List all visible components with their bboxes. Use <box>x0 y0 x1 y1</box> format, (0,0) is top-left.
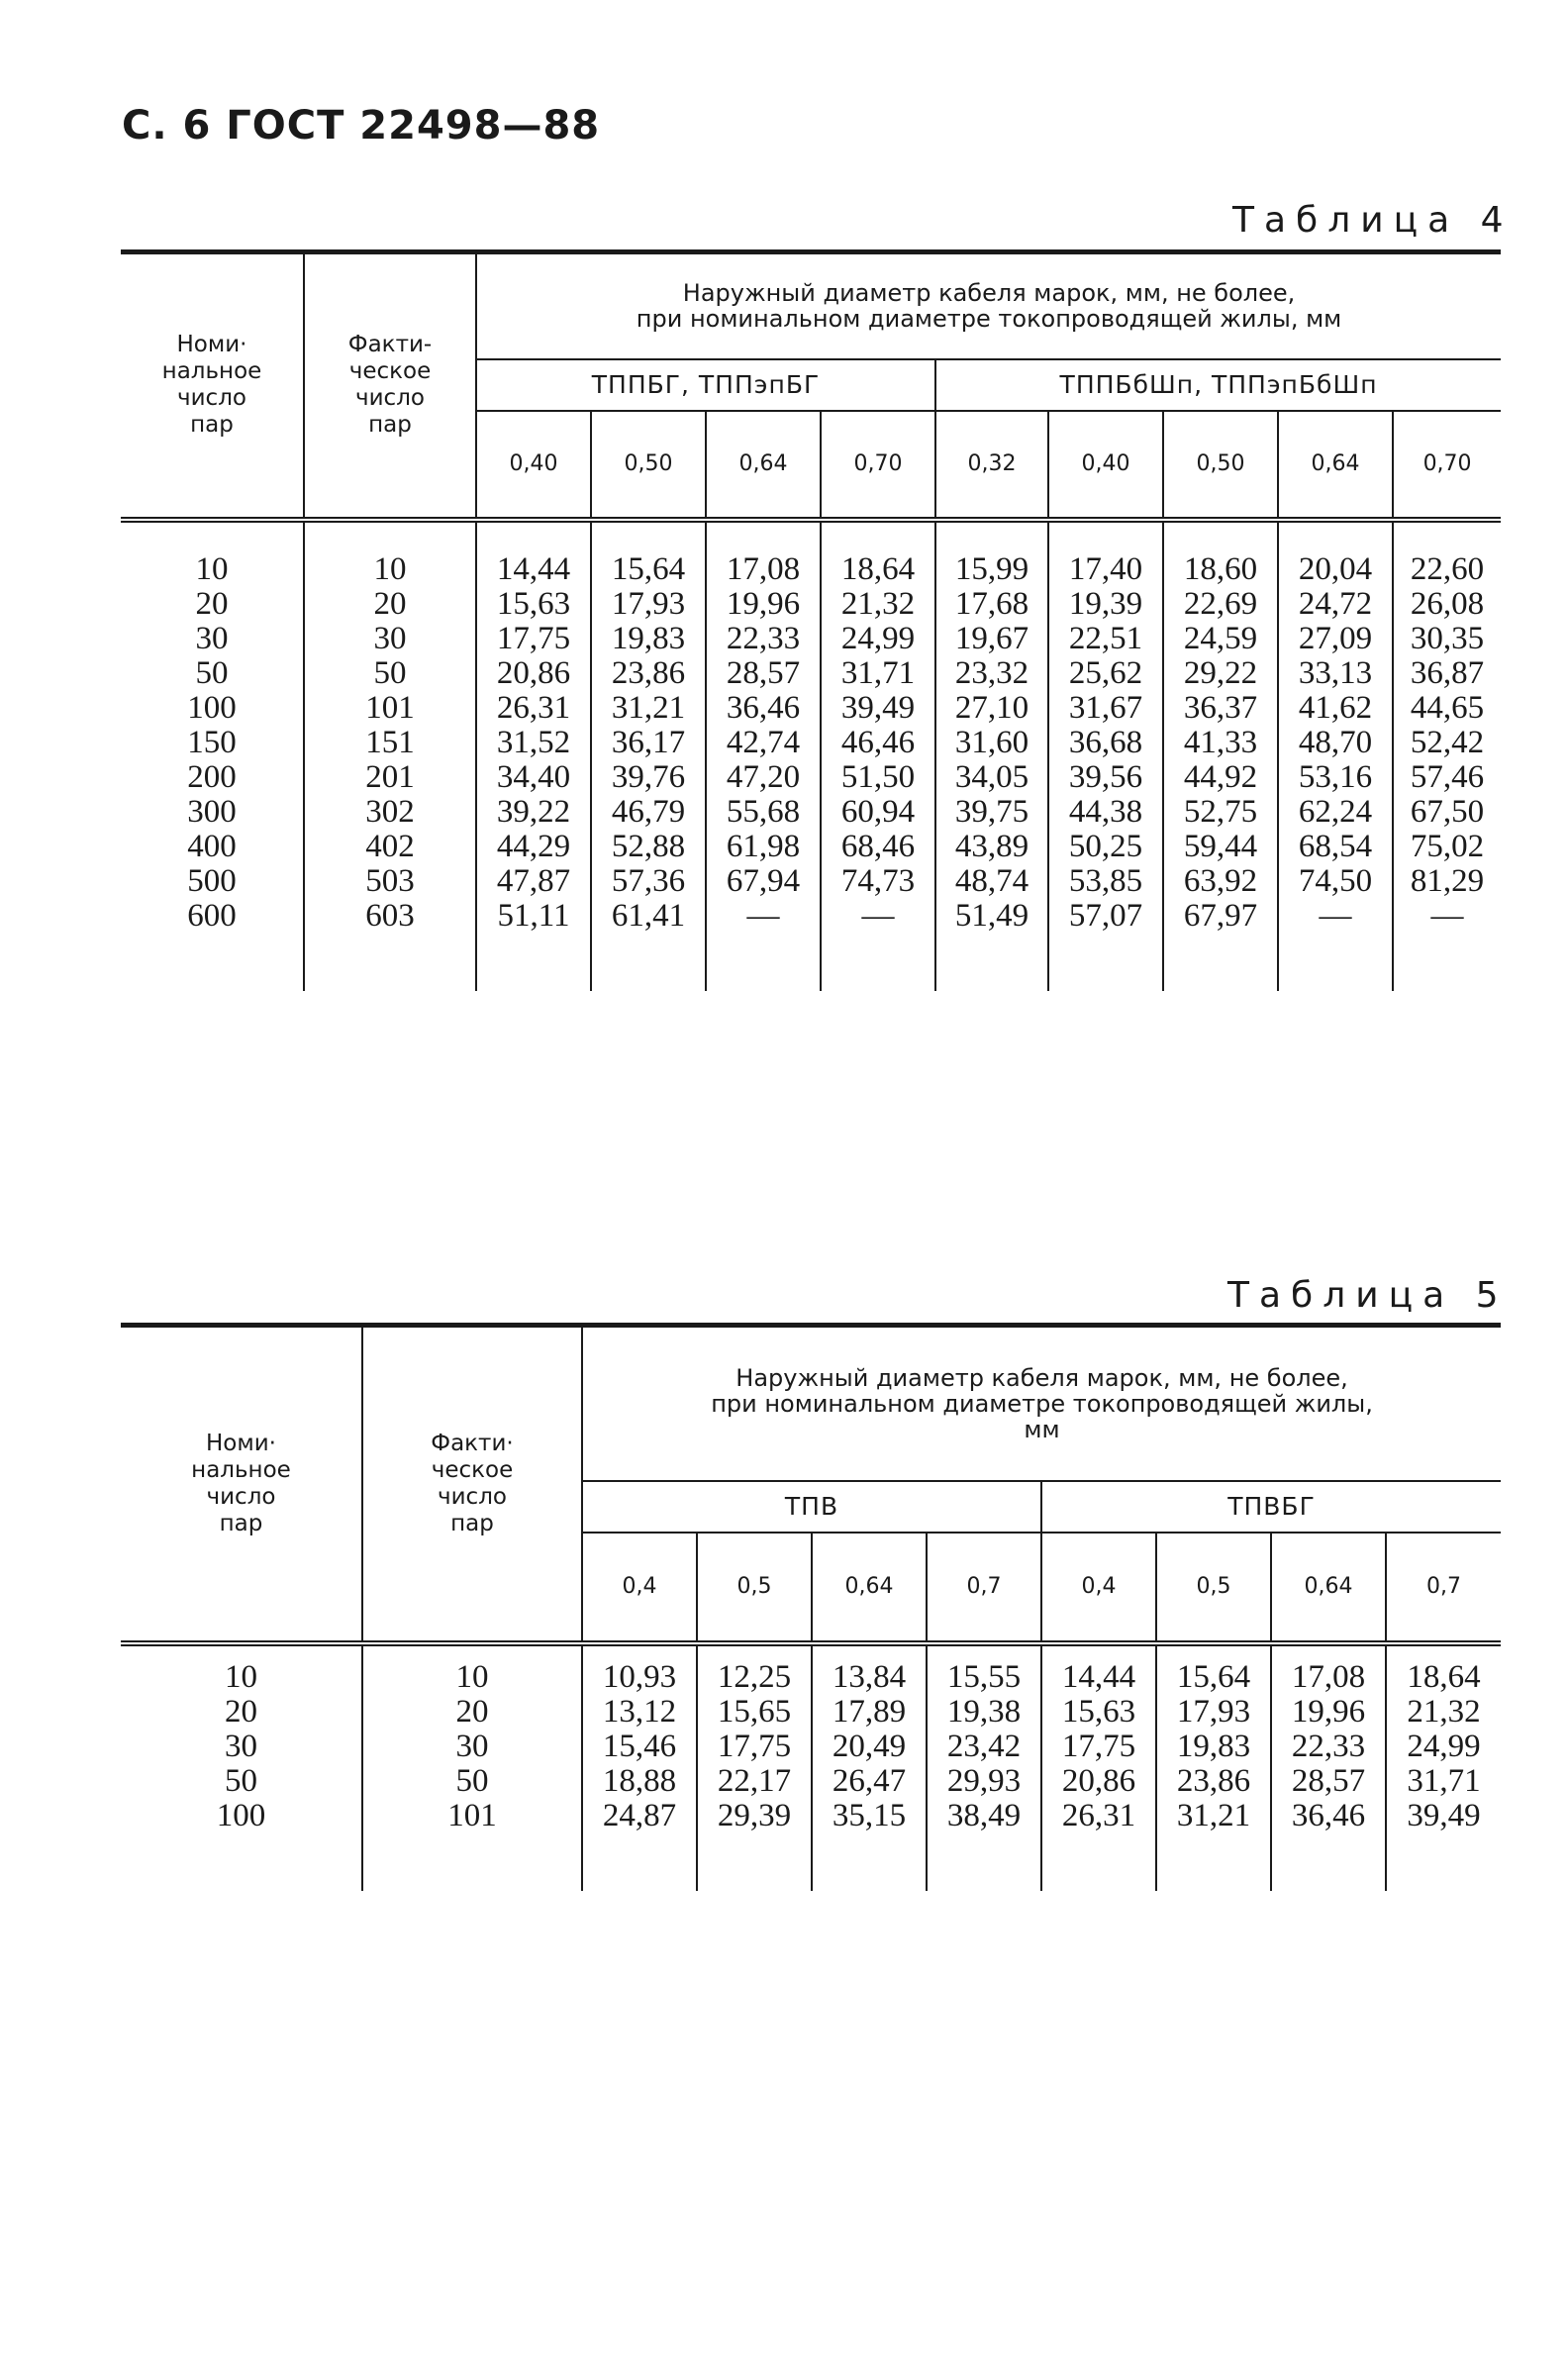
diameter-value-cell: 15,64 <box>591 520 706 587</box>
diameter-value-cell: 23,86 <box>1156 1764 1271 1799</box>
diameter-value-cell: 18,88 <box>582 1764 697 1799</box>
table-5-group-header: Наружный диаметр кабеля марок, мм, не более, при номинальном диаметре токопроводящей жилы, мм <box>582 1326 1501 1481</box>
diameter-value-cell: 25,62 <box>1048 656 1163 691</box>
diameter-value-cell: 51,11 <box>476 899 591 991</box>
diameter-value-cell: 27,10 <box>935 691 1048 726</box>
diameter-value-cell: 14,44 <box>476 520 591 587</box>
diameter-value-cell: 42,74 <box>706 726 821 760</box>
diameter-value-cell: — <box>1393 899 1501 991</box>
table-5-actual-header: Факти· ческое число пар <box>362 1326 582 1643</box>
diameter-value-cell: 30,35 <box>1393 622 1501 656</box>
diameter-value-cell: 20,86 <box>1041 1764 1156 1799</box>
table-5-diameter: 0,64 <box>812 1533 927 1643</box>
diameter-value-cell: 17,93 <box>591 587 706 622</box>
diameter-value-cell: 48,74 <box>935 864 1048 899</box>
diameter-value-cell: 68,54 <box>1278 830 1393 864</box>
diameter-value-cell: 57,46 <box>1393 760 1501 795</box>
table-5-diameter: 0,64 <box>1271 1533 1386 1643</box>
diameter-value-cell: 19,67 <box>935 622 1048 656</box>
actual-pairs-cell: 101 <box>362 1799 582 1891</box>
nominal-pairs-cell: 150 <box>187 724 237 760</box>
diameter-value-cell: 12,25 <box>697 1643 812 1695</box>
table-4-actual-header: Факти- ческое число пар <box>304 252 476 520</box>
diameter-value-cell: 36,68 <box>1048 726 1163 760</box>
diameter-value-cell: 75,02 <box>1393 830 1501 864</box>
diameter-value-cell: 36,17 <box>591 726 706 760</box>
diameter-value-cell: 74,73 <box>821 864 935 899</box>
table-row <box>121 864 1501 899</box>
nominal-pairs-cell: 30 <box>225 1728 257 1764</box>
diameter-value-cell: 34,40 <box>476 760 591 795</box>
diameter-value-cell: 31,21 <box>591 691 706 726</box>
diameter-value-cell: 18,64 <box>821 520 935 587</box>
diameter-value-cell: 36,87 <box>1393 656 1501 691</box>
diameter-value-cell: 23,86 <box>591 656 706 691</box>
actual-pairs-cell: 201 <box>304 760 476 795</box>
nominal-pairs-cell: 10 <box>121 1643 362 1695</box>
diameter-value-cell: 39,49 <box>821 691 935 726</box>
diameter-value-cell: 29,39 <box>697 1799 812 1891</box>
table-row <box>121 691 1501 726</box>
diameter-value-cell: 22,33 <box>706 622 821 656</box>
actual-pairs-cell: 50 <box>362 1764 582 1799</box>
diameter-value-cell: 68,46 <box>821 830 935 864</box>
diameter-value-cell: 23,42 <box>927 1730 1041 1764</box>
diameter-value-cell: 35,15 <box>812 1799 927 1891</box>
table-4-diameter: 0,70 <box>1393 411 1501 520</box>
diameter-value-cell: — <box>821 899 935 991</box>
table-5-diameter: 0,4 <box>582 1533 697 1643</box>
diameter-value-cell: 17,75 <box>1041 1730 1156 1764</box>
actual-pairs-cell: 603 <box>304 899 476 991</box>
diameter-value-cell: 27,09 <box>1278 622 1393 656</box>
table-5-diameter: 0,7 <box>1386 1533 1501 1643</box>
diameter-value-cell: 29,93 <box>927 1764 1041 1799</box>
diameter-value-cell: 31,21 <box>1156 1799 1271 1891</box>
diameter-value-cell: 17,08 <box>706 520 821 587</box>
diameter-value-cell: 81,29 <box>1393 864 1501 899</box>
table-4-diameter: 0,50 <box>591 411 706 520</box>
table-row <box>121 726 1501 760</box>
table-row <box>121 1799 1501 1891</box>
table-row <box>121 795 1501 830</box>
table-5-label: Таблица 5 <box>1227 1275 1509 1316</box>
diameter-value-cell: 17,68 <box>935 587 1048 622</box>
diameter-value-cell: 51,50 <box>821 760 935 795</box>
actual-pairs-cell: 20 <box>362 1695 582 1730</box>
table-4-diameter: 0,40 <box>1048 411 1163 520</box>
diameter-value-cell: 39,22 <box>476 795 591 830</box>
actual-pairs-cell: 20 <box>304 587 476 622</box>
diameter-value-cell: 44,92 <box>1163 760 1278 795</box>
diameter-value-cell: 24,72 <box>1278 587 1393 622</box>
diameter-value-cell: 55,68 <box>706 795 821 830</box>
diameter-value-cell: 47,20 <box>706 760 821 795</box>
table-row <box>121 520 1501 587</box>
diameter-value-cell: — <box>706 899 821 991</box>
diameter-value-cell: 46,46 <box>821 726 935 760</box>
diameter-value-cell: 26,47 <box>812 1764 927 1799</box>
table-4-group-2: ТППБбШп, ТППэпБбШп <box>935 359 1501 411</box>
diameter-value-cell: 63,92 <box>1163 864 1278 899</box>
table-4-diameter: 0,64 <box>706 411 821 520</box>
diameter-value-cell: 67,97 <box>1163 899 1278 991</box>
table-5-nominal-header: Номи· нальное число пар <box>121 1326 362 1643</box>
nominal-pairs-cell: 200 <box>187 758 237 795</box>
diameter-value-cell: 67,94 <box>706 864 821 899</box>
table-4 <box>121 249 1501 991</box>
nominal-pairs-cell: 10 <box>121 520 304 587</box>
diameter-value-cell: 39,56 <box>1048 760 1163 795</box>
diameter-value-cell: 26,08 <box>1393 587 1501 622</box>
actual-pairs-cell: 503 <box>304 864 476 899</box>
nominal-pairs-cell: 600 <box>187 897 237 934</box>
diameter-value-cell: 13,12 <box>582 1695 697 1730</box>
table-5-diameter: 0,4 <box>1041 1533 1156 1643</box>
nominal-pairs-cell: 20 <box>225 1693 257 1730</box>
diameter-value-cell: 21,32 <box>821 587 935 622</box>
table-4-group-1: ТППБГ, ТППэпБГ <box>476 359 935 411</box>
nominal-pairs-cell: 50 <box>225 1762 257 1799</box>
table-4-diameter: 0,64 <box>1278 411 1393 520</box>
diameter-value-cell: 15,65 <box>697 1695 812 1730</box>
diameter-value-cell: 19,96 <box>706 587 821 622</box>
diameter-value-cell: 17,75 <box>697 1730 812 1764</box>
diameter-value-cell: 13,84 <box>812 1643 927 1695</box>
diameter-value-cell: 47,87 <box>476 864 591 899</box>
diameter-value-cell: 20,86 <box>476 656 591 691</box>
table-row <box>121 587 1501 622</box>
diameter-value-cell: 21,32 <box>1386 1695 1501 1730</box>
diameter-value-cell: 43,89 <box>935 830 1048 864</box>
diameter-value-cell: — <box>1278 899 1393 991</box>
diameter-value-cell: 29,22 <box>1163 656 1278 691</box>
diameter-value-cell: 34,05 <box>935 760 1048 795</box>
diameter-value-cell: 33,13 <box>1278 656 1393 691</box>
diameter-value-cell: 44,29 <box>476 830 591 864</box>
diameter-value-cell: 22,17 <box>697 1764 812 1799</box>
diameter-value-cell: 67,50 <box>1393 795 1501 830</box>
diameter-value-cell: 22,60 <box>1393 520 1501 587</box>
page-header: С. 6 ГОСТ 22498—88 <box>122 103 601 148</box>
diameter-value-cell: 20,49 <box>812 1730 927 1764</box>
actual-pairs-cell: 302 <box>304 795 476 830</box>
table-4-group-header: Наружный диаметр кабеля марок, мм, не более, при номинальном диаметре токопроводящей жилы, мм <box>476 252 1501 359</box>
table-5-group-2: ТПВБГ <box>1041 1481 1501 1533</box>
table-4-diameter: 0,70 <box>821 411 935 520</box>
diameter-value-cell: 60,94 <box>821 795 935 830</box>
nominal-pairs-cell: 30 <box>195 620 229 656</box>
diameter-value-cell: 74,50 <box>1278 864 1393 899</box>
diameter-value-cell: 57,07 <box>1048 899 1163 991</box>
diameter-value-cell: 19,38 <box>927 1695 1041 1730</box>
diameter-value-cell: 31,52 <box>476 726 591 760</box>
table-row <box>121 830 1501 864</box>
diameter-value-cell: 28,57 <box>706 656 821 691</box>
table-4-diameter: 0,32 <box>935 411 1048 520</box>
diameter-value-cell: 61,98 <box>706 830 821 864</box>
table-5-group-1: ТПВ <box>582 1481 1041 1533</box>
diameter-value-cell: 59,44 <box>1163 830 1278 864</box>
diameter-value-cell: 46,79 <box>591 795 706 830</box>
diameter-value-cell: 39,49 <box>1386 1799 1501 1891</box>
diameter-value-cell: 24,99 <box>1386 1730 1501 1764</box>
diameter-value-cell: 31,60 <box>935 726 1048 760</box>
nominal-pairs-cell: 300 <box>187 793 237 830</box>
diameter-value-cell: 31,71 <box>1386 1764 1501 1799</box>
diameter-value-cell: 19,96 <box>1271 1695 1386 1730</box>
diameter-value-cell: 36,46 <box>1271 1799 1386 1891</box>
diameter-value-cell: 51,49 <box>935 899 1048 991</box>
table-row <box>121 1695 1501 1730</box>
diameter-value-cell: 48,70 <box>1278 726 1393 760</box>
table-4-label: Таблица 4 <box>1232 200 1514 241</box>
diameter-value-cell: 62,24 <box>1278 795 1393 830</box>
table-4-diameter: 0,50 <box>1163 411 1278 520</box>
diameter-value-cell: 23,32 <box>935 656 1048 691</box>
diameter-value-cell: 44,38 <box>1048 795 1163 830</box>
diameter-value-cell: 52,75 <box>1163 795 1278 830</box>
diameter-value-cell: 22,51 <box>1048 622 1163 656</box>
diameter-value-cell: 24,59 <box>1163 622 1278 656</box>
diameter-value-cell: 52,88 <box>591 830 706 864</box>
diameter-value-cell: 39,76 <box>591 760 706 795</box>
actual-pairs-cell: 10 <box>362 1643 582 1695</box>
table-row <box>121 1730 1501 1764</box>
nominal-pairs-cell: 500 <box>187 862 237 899</box>
actual-pairs-cell: 10 <box>304 520 476 587</box>
diameter-value-cell: 44,65 <box>1393 691 1501 726</box>
diameter-value-cell: 53,85 <box>1048 864 1163 899</box>
diameter-value-cell: 38,49 <box>927 1799 1041 1891</box>
diameter-value-cell: 50,25 <box>1048 830 1163 864</box>
diameter-value-cell: 52,42 <box>1393 726 1501 760</box>
diameter-value-cell: 15,64 <box>1156 1643 1271 1695</box>
diameter-value-cell: 18,64 <box>1386 1643 1501 1695</box>
nominal-pairs-cell: 20 <box>195 585 229 622</box>
actual-pairs-cell: 50 <box>304 656 476 691</box>
diameter-value-cell: 19,39 <box>1048 587 1163 622</box>
diameter-value-cell: 17,40 <box>1048 520 1163 587</box>
actual-pairs-cell: 402 <box>304 830 476 864</box>
diameter-value-cell: 36,46 <box>706 691 821 726</box>
diameter-value-cell: 26,31 <box>476 691 591 726</box>
diameter-value-cell: 39,75 <box>935 795 1048 830</box>
nominal-pairs-cell: 100 <box>187 689 237 726</box>
diameter-value-cell: 24,87 <box>582 1799 697 1891</box>
diameter-value-cell: 24,99 <box>821 622 935 656</box>
diameter-value-cell: 14,44 <box>1041 1643 1156 1695</box>
table-row <box>121 622 1501 656</box>
diameter-value-cell: 10,93 <box>582 1643 697 1695</box>
diameter-value-cell: 17,08 <box>1271 1643 1386 1695</box>
actual-pairs-cell: 30 <box>362 1730 582 1764</box>
diameter-value-cell: 17,75 <box>476 622 591 656</box>
diameter-value-cell: 18,60 <box>1163 520 1278 587</box>
actual-pairs-cell: 151 <box>304 726 476 760</box>
diameter-value-cell: 19,83 <box>591 622 706 656</box>
diameter-value-cell: 15,99 <box>935 520 1048 587</box>
table-5-diameter: 0,5 <box>697 1533 812 1643</box>
diameter-value-cell: 41,33 <box>1163 726 1278 760</box>
actual-pairs-cell: 101 <box>304 691 476 726</box>
table-row <box>121 899 1501 991</box>
diameter-value-cell: 31,67 <box>1048 691 1163 726</box>
table-row <box>121 1764 1501 1799</box>
diameter-value-cell: 61,41 <box>591 899 706 991</box>
table-5 <box>121 1323 1501 1891</box>
diameter-value-cell: 20,04 <box>1278 520 1393 587</box>
diameter-value-cell: 15,63 <box>476 587 591 622</box>
nominal-pairs-cell: 100 <box>216 1797 266 1833</box>
diameter-value-cell: 57,36 <box>591 864 706 899</box>
diameter-value-cell: 19,83 <box>1156 1730 1271 1764</box>
diameter-value-cell: 28,57 <box>1271 1764 1386 1799</box>
diameter-value-cell: 53,16 <box>1278 760 1393 795</box>
table-row <box>121 760 1501 795</box>
table-4-nominal-header: Номи· нальное число пар <box>121 252 304 520</box>
diameter-value-cell: 36,37 <box>1163 691 1278 726</box>
table-5-diameter: 0,7 <box>927 1533 1041 1643</box>
diameter-value-cell: 15,46 <box>582 1730 697 1764</box>
nominal-pairs-cell: 400 <box>187 828 237 864</box>
diameter-value-cell: 31,71 <box>821 656 935 691</box>
diameter-value-cell: 17,93 <box>1156 1695 1271 1730</box>
diameter-value-cell: 15,63 <box>1041 1695 1156 1730</box>
nominal-pairs-cell: 50 <box>195 654 229 691</box>
table-4-diameter: 0,40 <box>476 411 591 520</box>
table-5-diameter: 0,5 <box>1156 1533 1271 1643</box>
diameter-value-cell: 22,33 <box>1271 1730 1386 1764</box>
table-row <box>121 1643 1501 1695</box>
actual-pairs-cell: 30 <box>304 622 476 656</box>
diameter-value-cell: 15,55 <box>927 1643 1041 1695</box>
diameter-value-cell: 41,62 <box>1278 691 1393 726</box>
diameter-value-cell: 17,89 <box>812 1695 927 1730</box>
table-row <box>121 656 1501 691</box>
diameter-value-cell: 26,31 <box>1041 1799 1156 1891</box>
diameter-value-cell: 22,69 <box>1163 587 1278 622</box>
